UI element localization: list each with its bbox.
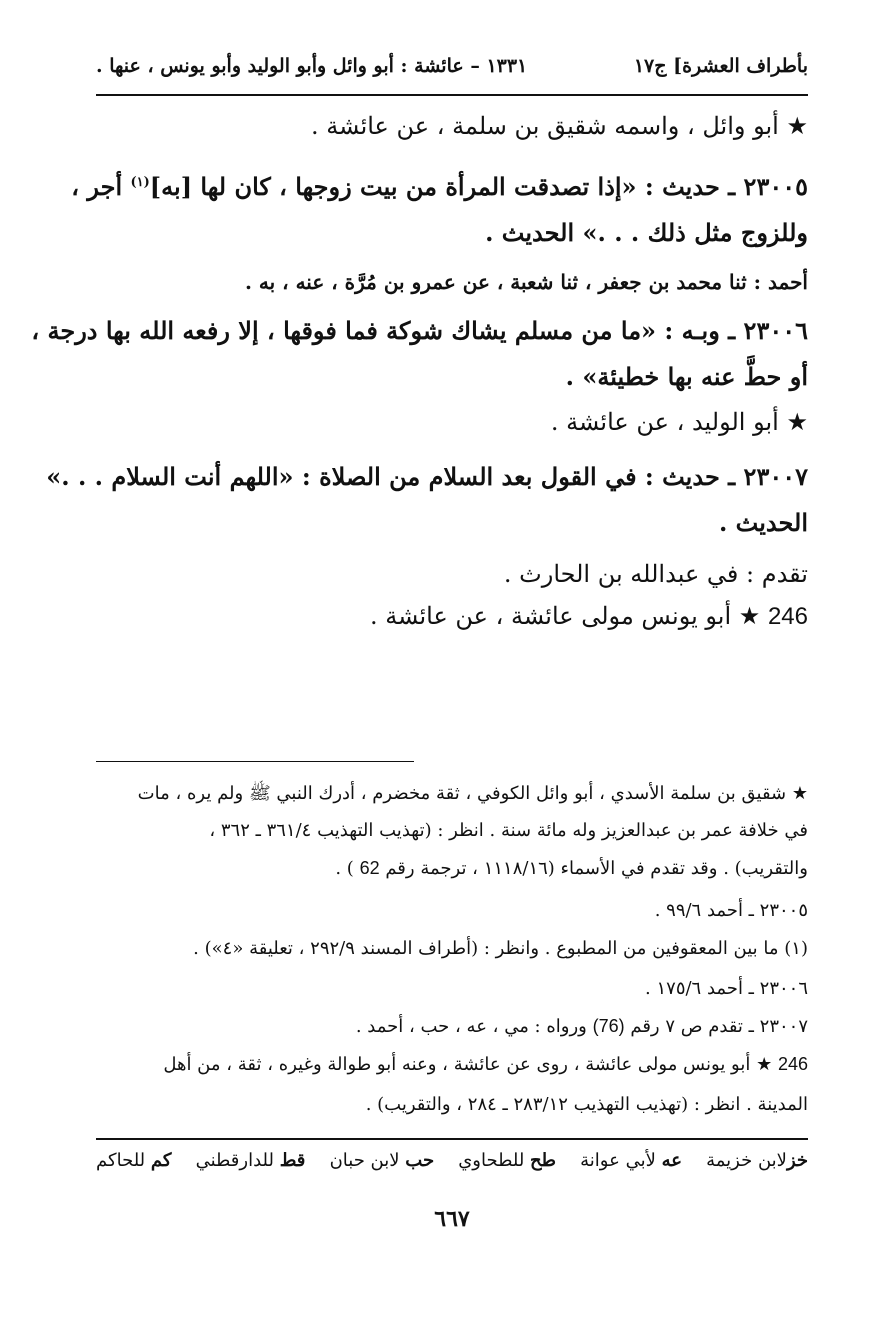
- running-header: [96, 48, 808, 84]
- footnote-line-7: [96, 1016, 808, 1046]
- abbreviation-key: [96, 1150, 808, 1171]
- hadith-number: ٢٣٠٠٧: [743, 462, 808, 491]
- footnote-text-end: ) .: [335, 858, 354, 879]
- footnote-text: ★ أبو يونس مولى عائشة ، روى عن عائشة ، وعنه أبو طوالة وغيره ، ثقة ، من أهل: [163, 1054, 773, 1075]
- isnad-line: أحمد : ثنا محمد بن جعفر ، ثنا شعبة ، عن عمرو بن مُرَّة ، عنه ، به .: [244, 270, 808, 294]
- footnote-line-6: ٢٣٠٠٦ ـ أحمد ١٧٥/٦ .: [645, 978, 808, 999]
- footnote-text-end: ورواه : مي ، عه ، حب ، أحمد .: [355, 1016, 587, 1037]
- hadith-23006-line-2: أو حطَّ عنه بها خطيئة» .: [565, 362, 808, 391]
- footnote-text: ٢٣٠٠٧ ـ تقدم ص ٧ رقم: [630, 1016, 808, 1037]
- abbr-item: خزلابن خزيمة: [706, 1150, 808, 1171]
- header-rule: [96, 94, 808, 96]
- footnote-ref: (١): [130, 175, 150, 190]
- narrator-line-3: [96, 602, 808, 644]
- footnote-line-1: ★ شقيق بن سلمة الأسدي ، أبو وائل الكوفي ، ثقة مخضرم ، أدرك النبي ﷺ ولم يره ، مات: [137, 783, 808, 804]
- narrator-text: ★ أبو يونس مولى عائشة ، عن عائشة .: [369, 602, 761, 630]
- bottom-rule: [96, 1138, 808, 1140]
- translation-number-badge: 62: [359, 858, 380, 878]
- hadith-23005-line-1: [71, 172, 808, 212]
- abbr-item: حب لابن حبان: [329, 1150, 435, 1171]
- footnote-rule: [96, 761, 414, 762]
- hadith-23006-line-1: [31, 316, 808, 356]
- header-chapter: ١٣٣١ – عائشة : أبو وائل وأبو الوليد وأبو يونس ، عنها .: [96, 55, 528, 77]
- footnote-line-5: (١) ما بين المعقوفين من المطبوع . وانظر : (أطراف المسند ٢٩٢/٩ ، تعليقة «٤») .: [193, 938, 808, 959]
- page-number: ٦٦٧: [434, 1206, 470, 1232]
- footnote-line-2: في خلافة عمر بن عبدالعزيز وله مائة سنة . انظر : (تهذيب التهذيب ٣٦١/٤ ـ ٣٦٢ ،: [209, 820, 808, 841]
- hadith-text: ـ وبـه : «ما من مسلم يشاك شوكة فما فوقها ، إلا رفعه الله بها درجة ،: [31, 316, 736, 345]
- hadith-text: ـ حديث : في القول بعد السلام من الصلاة : «اللهم أنت السلام . . .»: [46, 462, 736, 491]
- narrator-index-badge: 246: [767, 603, 808, 630]
- abbr-item: قط للدارقطني: [195, 1150, 306, 1171]
- footnote-line-4: ٢٣٠٠٥ ـ أحمد ٩٩/٦ .: [654, 900, 808, 921]
- narrator-line-2: ★ أبو الوليد ، عن عائشة .: [550, 408, 808, 436]
- narrator-index-badge: 246: [777, 1054, 808, 1074]
- footnote-line-8: [96, 1054, 808, 1086]
- hadith-number: ٢٣٠٠٥: [743, 172, 808, 201]
- hadith-23005-line-2: وللزوج مثل ذلك . . .» الحديث .: [485, 218, 808, 247]
- abbr-item: كم للحاكم: [96, 1150, 172, 1171]
- hadith-number: ٢٣٠٠٦: [743, 316, 808, 345]
- footnote-line-3: [96, 858, 808, 888]
- book-page: [31, 0, 808, 1318]
- header-volume: بأطراف العشرة] ج١٧: [633, 55, 808, 77]
- footnote-text: والتقريب) . وقد تقدم في الأسماء (١١١٨/١٦ ، ترجمة رقم: [385, 858, 808, 879]
- hadith-23007-line-1: [46, 462, 808, 502]
- narrator-line-1: ★ أبو وائل ، واسمه شقيق بن سلمة ، عن عائشة .: [311, 112, 808, 140]
- hadith-text: ـ حديث : «إذا تصدقت المرأة من بيت زوجها ، كان لها [به]: [149, 172, 736, 201]
- cross-reference: تقدم : في عبدالله بن الحارث .: [503, 560, 808, 588]
- abbr-item: عه لأبي عوانة: [580, 1150, 682, 1171]
- hadith-text-end: أجر ،: [71, 172, 131, 201]
- reference-number-badge: (76): [592, 1016, 625, 1036]
- abbr-item: طح للطحاوي: [458, 1150, 556, 1171]
- footnote-line-9: المدينة . انظر : (تهذيب التهذيب ٢٨٣/١٢ ـ ٢٨٤ ، والتقريب) .: [365, 1094, 808, 1115]
- hadith-23007-line-2: الحديث .: [718, 508, 808, 537]
